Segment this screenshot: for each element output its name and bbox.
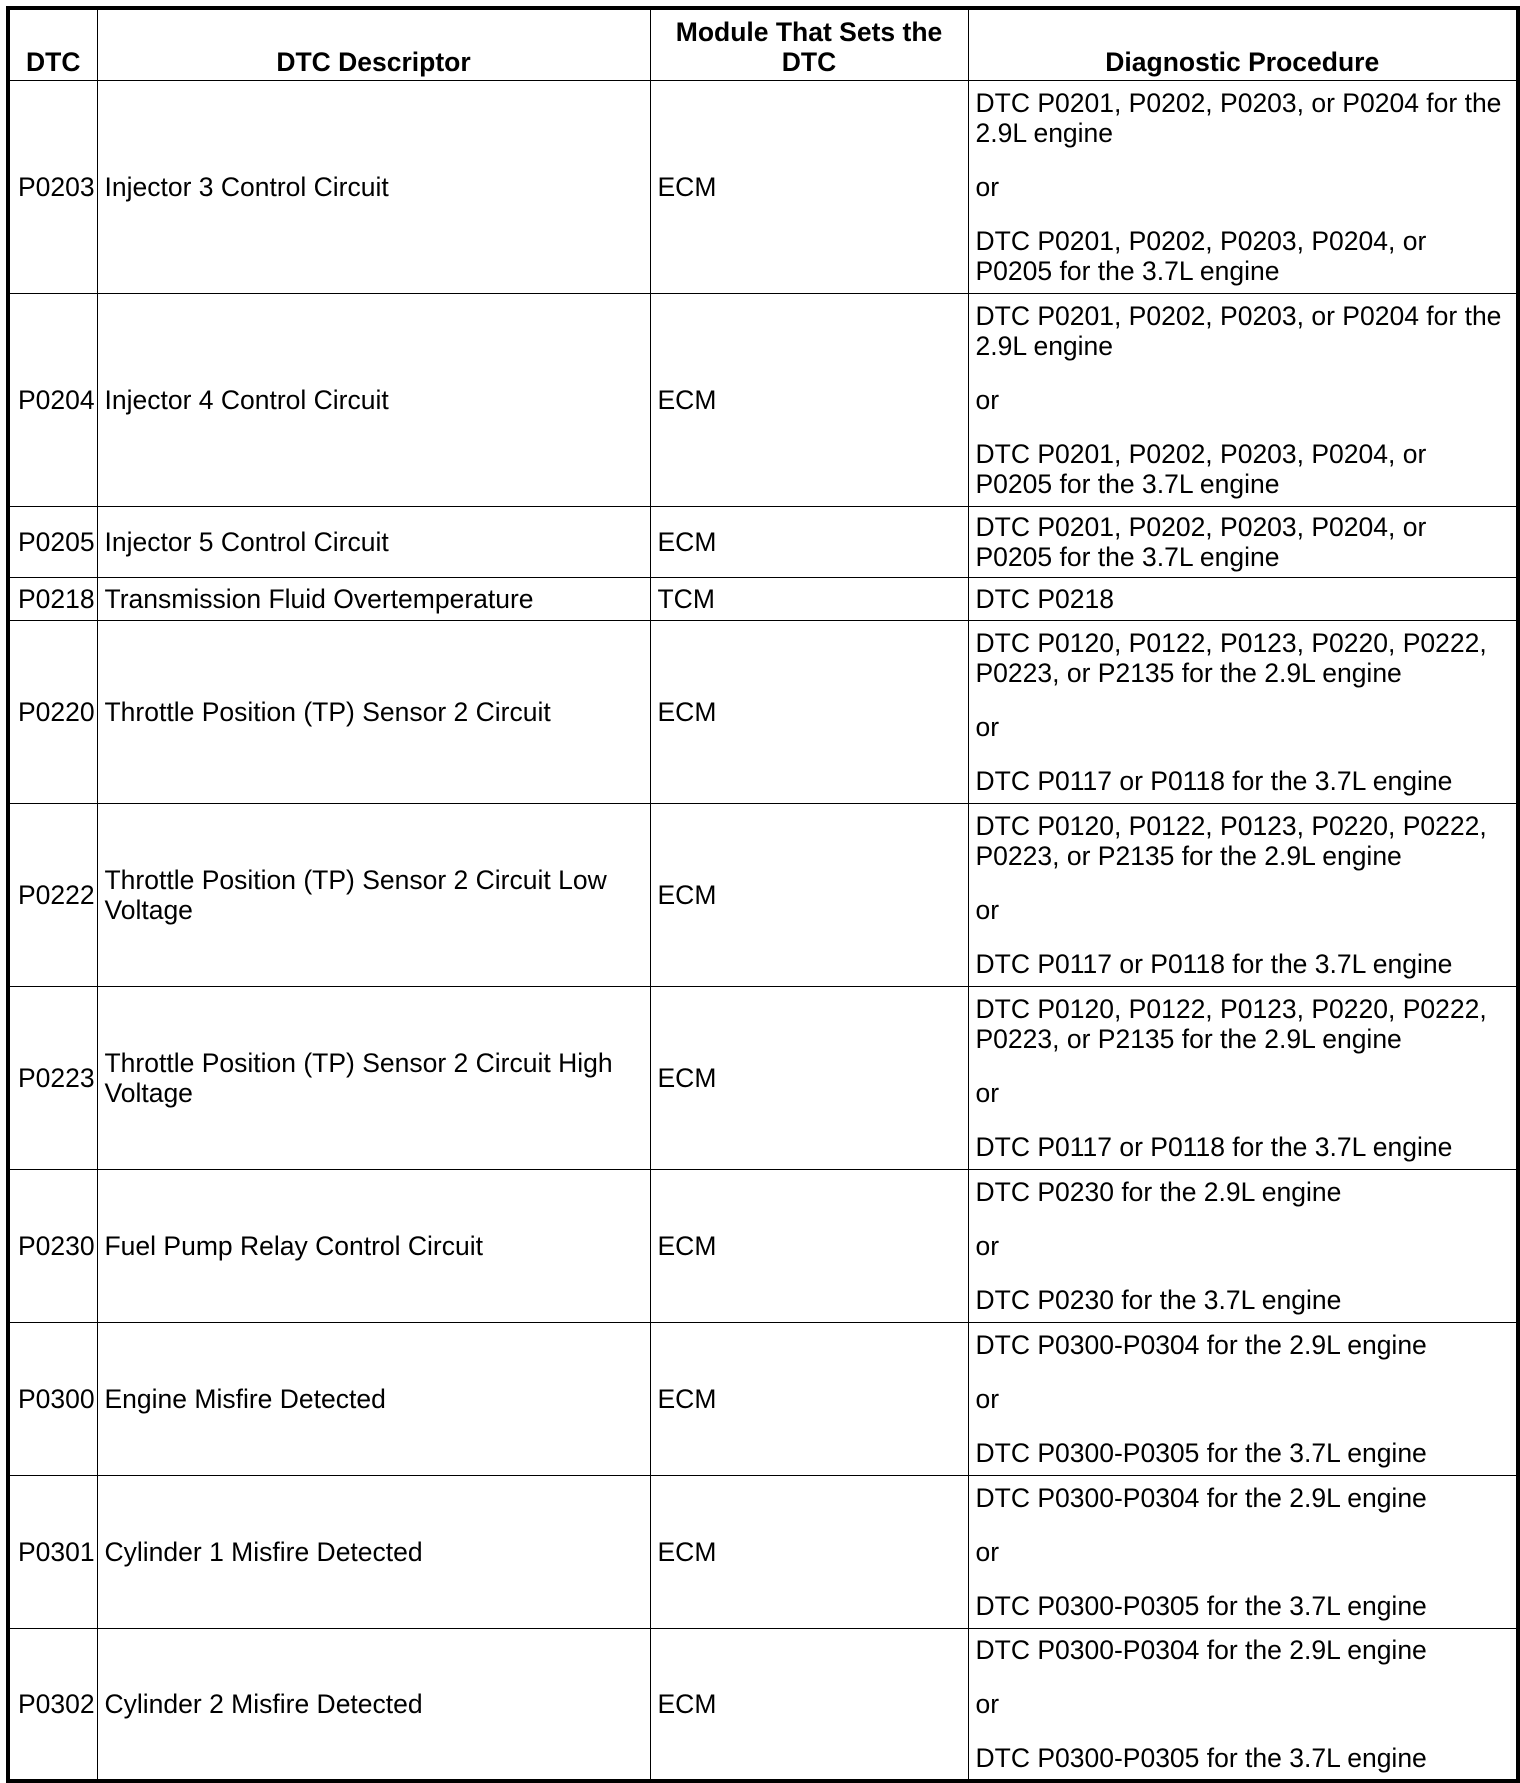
descriptor-cell: Injector 4 Control Circuit (97, 293, 650, 506)
dtc-code-cell: P0218 (8, 577, 97, 620)
procedure-text-3-7l: DTC P0300-P0305 for the 3.7L engine (975, 1590, 1427, 1621)
descriptor-cell: Engine Misfire Detected (97, 1322, 650, 1475)
dtc-code-cell: P0300 (8, 1322, 97, 1475)
dtc-code-cell: P0203 (8, 80, 97, 293)
header-module: Module That Sets the DTC (650, 8, 968, 80)
module-cell: ECM (650, 293, 968, 506)
table-row (8, 1628, 1518, 1781)
procedure-text-2-9l: DTC P0120, P0122, P0123, P0220, P0222, P0223, or P2135 for the 2.9L engine (975, 627, 1487, 688)
table-row (8, 1475, 1518, 1628)
procedure-text-2-9l: DTC P0230 for the 2.9L engine (975, 1176, 1342, 1207)
procedure-cell (968, 1475, 1518, 1628)
procedure-cell (968, 1322, 1518, 1475)
header-dtc: DTC (8, 8, 97, 80)
procedure-cell (968, 1169, 1518, 1322)
procedure-cell (968, 293, 1518, 506)
dtc-code-cell: P0220 (8, 620, 97, 803)
procedure-text-3-7l: DTC P0230 for the 3.7L engine (975, 1284, 1342, 1315)
dtc-code-cell: P0205 (8, 506, 97, 577)
procedure-text-3-7l: DTC P0201, P0202, P0203, P0204, or P0205 for the 3.7L engine (975, 438, 1427, 499)
procedure-cell (968, 80, 1518, 293)
descriptor-cell: Throttle Position (TP) Sensor 2 Circuit High Voltage (97, 986, 650, 1169)
table-row (8, 986, 1518, 1169)
procedure-text-2-9l: DTC P0300-P0304 for the 2.9L engine (975, 1482, 1427, 1513)
module-cell: ECM (650, 506, 968, 577)
header-descriptor: DTC Descriptor (97, 8, 650, 80)
procedure-text-2-9l: DTC P0300-P0304 for the 2.9L engine (975, 1329, 1427, 1360)
descriptor-cell: Fuel Pump Relay Control Circuit (97, 1169, 650, 1322)
procedure-or: or (975, 1077, 1000, 1108)
procedure-text-3-7l: DTC P0117 or P0118 for the 3.7L engine (975, 948, 1453, 979)
procedure-cell (968, 506, 1518, 577)
procedure-or: or (975, 1688, 1000, 1719)
procedure-text-3-7l: DTC P0300-P0305 for the 3.7L engine (975, 1437, 1427, 1468)
descriptor-cell: Cylinder 2 Misfire Detected (97, 1628, 650, 1781)
procedure-text-2-9l: DTC P0300-P0304 for the 2.9L engine (975, 1634, 1427, 1665)
module-cell: ECM (650, 1322, 968, 1475)
header-procedure: Diagnostic Procedure (968, 8, 1518, 80)
module-cell: ECM (650, 1628, 968, 1781)
procedure-text-3-7l: DTC P0300-P0305 for the 3.7L engine (975, 1742, 1427, 1773)
procedure-text-2-9l: DTC P0201, P0202, P0203, P0204, or P0205 for the 3.7L engine (975, 511, 1427, 572)
table-row (8, 620, 1518, 803)
procedure-or: or (975, 384, 1000, 415)
table-header (8, 8, 1518, 80)
procedure-cell (968, 803, 1518, 986)
procedure-cell (968, 620, 1518, 803)
procedure-text-3-7l: DTC P0201, P0202, P0203, P0204, or P0205 for the 3.7L engine (975, 225, 1427, 286)
procedure-text-2-9l: DTC P0120, P0122, P0123, P0220, P0222, P0223, or P2135 for the 2.9L engine (975, 993, 1487, 1054)
table-row (8, 1322, 1518, 1475)
dtc-code-cell: P0222 (8, 803, 97, 986)
procedure-text-2-9l: DTC P0201, P0202, P0203, or P0204 for the 2.9L engine (975, 87, 1502, 148)
procedure-cell (968, 1628, 1518, 1781)
header-row (8, 8, 1518, 80)
dtc-code-cell: P0302 (8, 1628, 97, 1781)
procedure-or: or (975, 1230, 1000, 1261)
procedure-or: or (975, 894, 1000, 925)
module-cell: TCM (650, 577, 968, 620)
module-cell: ECM (650, 803, 968, 986)
procedure-or: or (975, 711, 1000, 742)
procedure-or: or (975, 1536, 1000, 1567)
descriptor-cell: Cylinder 1 Misfire Detected (97, 1475, 650, 1628)
dtc-code-cell: P0301 (8, 1475, 97, 1628)
table-row (8, 293, 1518, 506)
table-row (8, 1169, 1518, 1322)
table-row (8, 80, 1518, 293)
dtc-code-cell: P0230 (8, 1169, 97, 1322)
procedure-cell (968, 986, 1518, 1169)
descriptor-cell: Injector 3 Control Circuit (97, 80, 650, 293)
dtc-table (6, 6, 1520, 1783)
module-cell: ECM (650, 80, 968, 293)
table-body (8, 80, 1518, 1781)
procedure-or: or (975, 171, 1000, 202)
descriptor-cell: Injector 5 Control Circuit (97, 506, 650, 577)
procedure-text-2-9l: DTC P0201, P0202, P0203, or P0204 for the 2.9L engine (975, 300, 1502, 361)
procedure-text-3-7l: DTC P0117 or P0118 for the 3.7L engine (975, 765, 1453, 796)
dtc-code-cell: P0223 (8, 986, 97, 1169)
procedure-text-3-7l: DTC P0117 or P0118 for the 3.7L engine (975, 1131, 1453, 1162)
descriptor-cell: Throttle Position (TP) Sensor 2 Circuit (97, 620, 650, 803)
table-row (8, 506, 1518, 577)
module-cell: ECM (650, 1475, 968, 1628)
procedure-cell (968, 577, 1518, 620)
procedure-text-2-9l: DTC P0218 (975, 583, 1114, 614)
descriptor-cell: Throttle Position (TP) Sensor 2 Circuit Low Voltage (97, 803, 650, 986)
table-row (8, 577, 1518, 620)
procedure-or: or (975, 1383, 1000, 1414)
module-cell: ECM (650, 620, 968, 803)
dtc-code-cell: P0204 (8, 293, 97, 506)
descriptor-cell: Transmission Fluid Overtemperature (97, 577, 650, 620)
module-cell: ECM (650, 1169, 968, 1322)
table-row (8, 803, 1518, 986)
procedure-text-2-9l: DTC P0120, P0122, P0123, P0220, P0222, P0223, or P2135 for the 2.9L engine (975, 810, 1487, 871)
module-cell: ECM (650, 986, 968, 1169)
